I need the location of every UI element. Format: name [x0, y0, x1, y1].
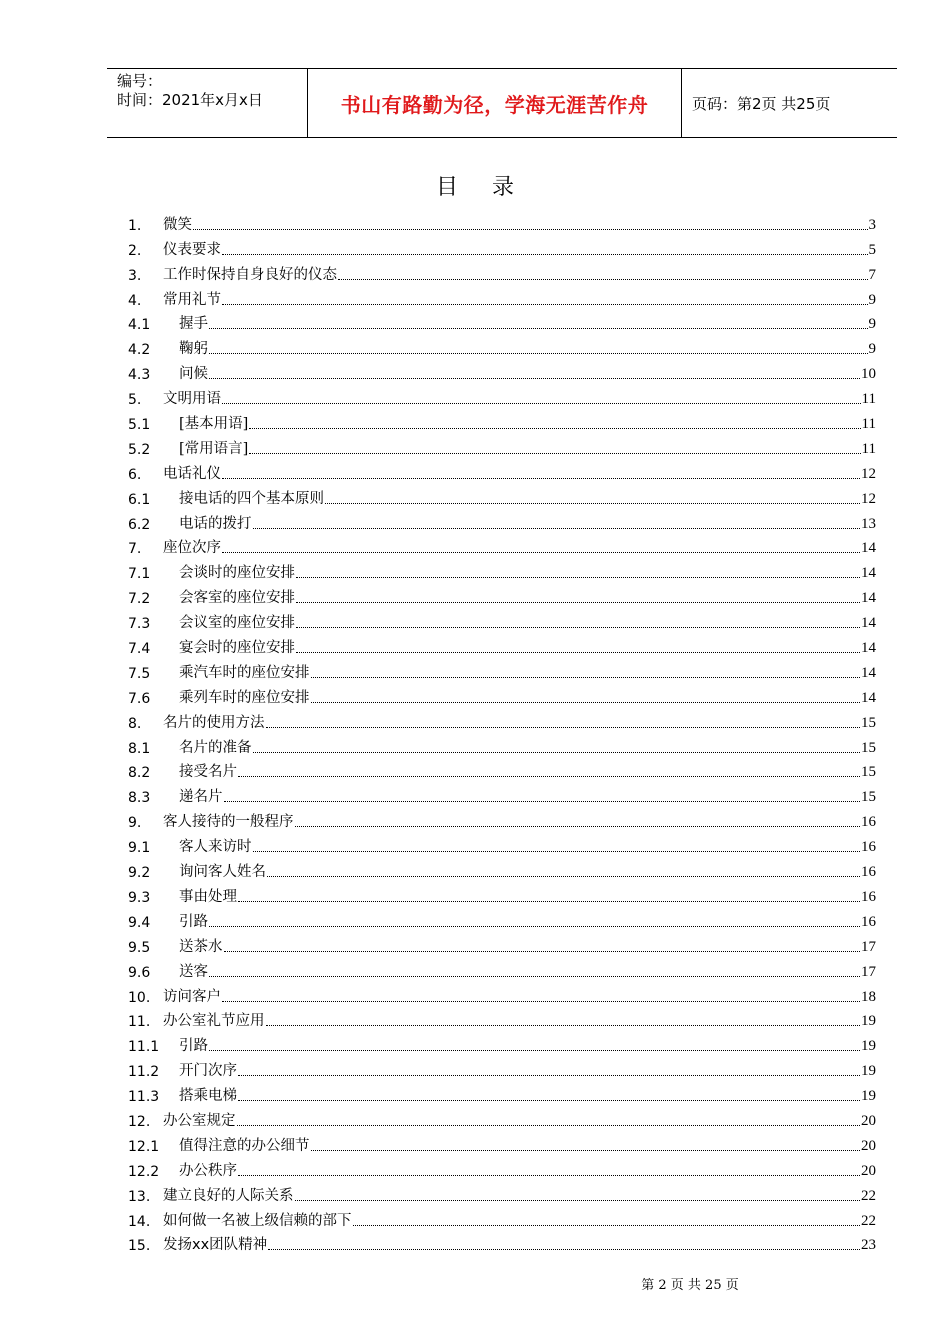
toc-entry[interactable] — [128, 981, 876, 1006]
toc-entry-title: 事由处理 — [179, 888, 237, 905]
toc-entry-page: 3 — [868, 216, 876, 233]
toc-entry-number: 6.1 — [128, 491, 151, 508]
toc-entry-number: 9.6 — [128, 964, 151, 981]
toc-entry[interactable] — [128, 682, 876, 707]
header-motto: 书山有路勤为径，学海无涯苦作舟 — [340, 92, 649, 117]
toc-leader-dots — [193, 229, 868, 230]
toc-entry-title: 座位次序 — [163, 540, 221, 557]
toc-entry-number: 14. — [128, 1213, 151, 1230]
toc-entry[interactable] — [128, 1180, 876, 1205]
toc-entry[interactable] — [128, 358, 876, 383]
toc-leader-dots — [353, 1225, 861, 1226]
toc-leader-dots — [249, 453, 860, 454]
toc-leader-dots — [266, 1025, 861, 1026]
toc-entry-title: 常用礼节 — [163, 291, 221, 308]
toc-entry-title: 办公室规定 — [163, 1112, 236, 1129]
page-header — [107, 68, 897, 138]
toc-entry-number: 11.2 — [128, 1064, 160, 1081]
toc-entry-page: 19 — [861, 1088, 876, 1105]
toc-entry-title: 鞠躬 — [179, 341, 208, 358]
date-label: 时间：2021年x月x日 — [117, 91, 263, 109]
toc-entry-page: 13 — [861, 515, 876, 532]
toc-entry-number: 7.2 — [128, 591, 151, 608]
toc-entry[interactable] — [128, 433, 876, 458]
toc-entry[interactable] — [128, 333, 876, 358]
toc-entry-title: 接受名片 — [179, 764, 237, 781]
toc-entry-title: [基本用语] — [179, 416, 249, 433]
toc-entry[interactable] — [128, 557, 876, 582]
toc-entry-title: 访问客户 — [163, 988, 221, 1005]
toc-entry[interactable] — [128, 259, 876, 284]
toc-entry-number: 12. — [128, 1113, 151, 1130]
toc-entry-title: 引路 — [179, 913, 208, 930]
toc-entry-page: 17 — [861, 963, 876, 980]
toc-entry-page: 7 — [868, 266, 876, 283]
toc-entry[interactable] — [128, 1006, 876, 1031]
toc-entry-page: 19 — [861, 1038, 876, 1055]
toc-entry-page: 22 — [861, 1187, 876, 1204]
toc-leader-dots — [296, 627, 860, 628]
toc-leader-dots — [249, 428, 860, 429]
toc-entry-page: 16 — [861, 814, 876, 831]
toc-entry-number: 11.1 — [128, 1039, 160, 1056]
toc-entry[interactable] — [128, 781, 876, 806]
toc-leader-dots — [224, 801, 861, 802]
toc-entry-number: 6. — [128, 466, 142, 483]
toc-entry-number: 7.3 — [128, 616, 151, 633]
page-footer: 第 2 页 共 25 页 — [641, 1278, 739, 1293]
toc-entry-title: 握手 — [179, 316, 208, 333]
toc-entry-title: [常用语言] — [179, 440, 249, 457]
header-page-cell — [682, 69, 897, 137]
toc-entry-page: 23 — [861, 1237, 876, 1254]
toc-entry[interactable] — [128, 632, 876, 657]
toc-entry-number: 5. — [128, 392, 142, 409]
toc-entry-page: 5 — [868, 241, 876, 258]
toc-entry[interactable] — [128, 831, 876, 856]
toc-entry-number: 9.3 — [128, 889, 151, 906]
toc-entry-number: 7.5 — [128, 665, 151, 682]
toc-entry-number: 3. — [128, 267, 142, 284]
toc-entry-title: 会议室的座位安排 — [179, 615, 295, 632]
toc-entry-page: 16 — [861, 888, 876, 905]
toc-entry[interactable] — [128, 1230, 876, 1255]
toc-entry-number: 4.3 — [128, 367, 151, 384]
toc-leader-dots — [295, 826, 861, 827]
toc-leader-dots — [222, 254, 868, 255]
toc-entry-title: 电话的拨打 — [179, 515, 252, 532]
toc-entry-page: 14 — [861, 540, 876, 557]
toc-leader-dots — [238, 1175, 860, 1176]
toc-entry-number: 4.2 — [128, 342, 151, 359]
toc-leader-dots — [238, 1100, 860, 1101]
toc-entry-number: 4.1 — [128, 317, 151, 334]
toc-entry-number: 8.2 — [128, 765, 151, 782]
toc-entry[interactable] — [128, 707, 876, 732]
toc-entry-number: 9.4 — [128, 914, 151, 931]
toc-leader-dots — [296, 577, 860, 578]
toc-entry-number: 9.1 — [128, 840, 151, 857]
toc-entry-page: 14 — [861, 590, 876, 607]
toc-entry-title: 建立良好的人际关系 — [163, 1187, 294, 1204]
toc-entry[interactable] — [128, 1055, 876, 1080]
toc-entry-page: 15 — [861, 764, 876, 781]
toc-entry-number: 13. — [128, 1188, 151, 1205]
toc-entry-page: 9 — [868, 291, 876, 308]
toc-entry-title: 名片的准备 — [179, 739, 252, 756]
toc-entry-page: 20 — [861, 1137, 876, 1154]
toc-leader-dots — [325, 503, 860, 504]
toc-entry-page: 11 — [861, 416, 876, 433]
toc-entry[interactable] — [128, 806, 876, 831]
toc-entry-page: 14 — [861, 664, 876, 681]
header-motto-cell — [307, 69, 682, 137]
toc-entry[interactable] — [128, 1080, 876, 1105]
toc-entry-page: 15 — [861, 789, 876, 806]
toc-entry[interactable] — [128, 582, 876, 607]
toc-entry[interactable] — [128, 931, 876, 956]
toc-entry-page: 12 — [861, 465, 876, 482]
toc-entry-title: 微笑 — [163, 216, 192, 233]
toc-entry-number: 7.6 — [128, 690, 151, 707]
toc-leader-dots — [311, 1150, 861, 1151]
toc-entry[interactable] — [128, 1155, 876, 1180]
toc-leader-dots — [209, 976, 860, 977]
toc-entry-page: 15 — [861, 739, 876, 756]
toc-entry-title: 发扬xx团队精神 — [163, 1237, 268, 1254]
toc-entry-page: 9 — [868, 316, 876, 333]
toc-leader-dots — [311, 677, 861, 678]
header-meta-cell — [107, 69, 307, 137]
toc-entry-number: 10. — [128, 989, 151, 1006]
toc-entry-page: 10 — [861, 366, 876, 383]
toc-entry[interactable] — [128, 1105, 876, 1130]
toc-entry-title: 办公室礼节应用 — [163, 1013, 265, 1030]
toc-entry-title: 乘汽车时的座位安排 — [179, 664, 310, 681]
toc-entry[interactable] — [128, 408, 876, 433]
toc-leader-dots — [224, 951, 861, 952]
toc-entry-title: 送茶水 — [179, 938, 223, 955]
toc-leader-dots — [209, 378, 860, 379]
toc-entry[interactable] — [128, 458, 876, 483]
toc-entry-number: 11. — [128, 1014, 151, 1031]
toc-entry[interactable] — [128, 533, 876, 558]
toc-entry-page: 14 — [861, 615, 876, 632]
toc-leader-dots — [209, 926, 860, 927]
toc-leader-dots — [268, 1249, 860, 1250]
toc-entry-title: 名片的使用方法 — [163, 714, 265, 731]
toc-entry-number: 8.1 — [128, 740, 151, 757]
toc-leader-dots — [253, 528, 861, 529]
toc-entry-page: 19 — [861, 1063, 876, 1080]
toc-leader-dots — [311, 702, 861, 703]
toc-entry-page: 22 — [861, 1212, 876, 1229]
toc-entry[interactable] — [128, 508, 876, 533]
toc-entry[interactable] — [128, 906, 876, 931]
toc-leader-dots — [296, 602, 860, 603]
toc-entry-number: 8.3 — [128, 790, 151, 807]
header-page-info: 页码：第2页 共25页 — [692, 94, 831, 113]
toc-leader-dots — [222, 552, 860, 553]
toc-entry-page: 14 — [861, 689, 876, 706]
toc-entry[interactable] — [128, 209, 876, 234]
toc-entry-page: 17 — [861, 938, 876, 955]
toc-entry[interactable] — [128, 1130, 876, 1155]
toc-entry-title: 值得注意的办公细节 — [179, 1137, 310, 1154]
toc-entry-number: 11.3 — [128, 1089, 160, 1106]
table-of-contents — [128, 209, 876, 1254]
toc-entry-title: 问候 — [179, 366, 208, 383]
toc-leader-dots — [253, 752, 861, 753]
toc-entry[interactable] — [128, 881, 876, 906]
toc-entry-number: 7.1 — [128, 566, 151, 583]
toc-title: 目录 — [435, 175, 548, 200]
toc-entry-title: 会客室的座位安排 — [179, 590, 295, 607]
toc-entry-title: 会谈时的座位安排 — [179, 565, 295, 582]
toc-entry-title: 客人接待的一般程序 — [163, 814, 294, 831]
toc-entry-title: 仪表要求 — [163, 241, 221, 258]
toc-entry-title: 开门次序 — [179, 1063, 237, 1080]
toc-entry[interactable] — [128, 309, 876, 334]
toc-entry[interactable] — [128, 1030, 876, 1055]
toc-entry-number: 1. — [128, 217, 142, 234]
toc-entry-page: 16 — [861, 913, 876, 930]
toc-entry[interactable] — [128, 284, 876, 309]
toc-entry[interactable] — [128, 856, 876, 881]
toc-entry[interactable] — [128, 956, 876, 981]
toc-leader-dots — [295, 1200, 861, 1201]
toc-leader-dots — [238, 1075, 860, 1076]
toc-entry[interactable] — [128, 383, 876, 408]
toc-leader-dots — [209, 353, 868, 354]
toc-entry-title: 递名片 — [179, 789, 223, 806]
toc-entry-title: 如何做一名被上级信赖的部下 — [163, 1212, 352, 1229]
toc-leader-dots — [253, 851, 861, 852]
toc-entry-page: 20 — [861, 1112, 876, 1129]
toc-entry-number: 5.1 — [128, 417, 151, 434]
toc-entry-title: 工作时保持自身良好的仪态 — [163, 266, 337, 283]
toc-entry[interactable] — [128, 757, 876, 782]
toc-entry-title: 乘列车时的座位安排 — [179, 689, 310, 706]
toc-entry-page: 20 — [861, 1162, 876, 1179]
toc-leader-dots — [238, 776, 860, 777]
toc-entry-number: 9.2 — [128, 865, 151, 882]
toc-entry-title: 接电话的四个基本原则 — [179, 490, 324, 507]
toc-entry-number: 7.4 — [128, 641, 151, 658]
toc-entry-number: 6.2 — [128, 516, 151, 533]
toc-leader-dots — [209, 1050, 860, 1051]
toc-entry[interactable] — [128, 483, 876, 508]
toc-entry[interactable] — [128, 1205, 876, 1230]
toc-leader-dots — [222, 304, 868, 305]
toc-entry[interactable] — [128, 234, 876, 259]
toc-leader-dots — [296, 652, 860, 653]
toc-entry-number: 4. — [128, 292, 142, 309]
toc-leader-dots — [209, 328, 868, 329]
toc-entry-number: 9.5 — [128, 939, 151, 956]
toc-leader-dots — [222, 478, 860, 479]
toc-leader-dots — [338, 279, 868, 280]
toc-entry-number: 5.2 — [128, 441, 151, 458]
toc-entry-page: 16 — [861, 839, 876, 856]
toc-leader-dots — [222, 403, 861, 404]
toc-entry-title: 引路 — [179, 1038, 208, 1055]
toc-entry-title: 询问客人姓名 — [179, 864, 266, 881]
toc-entry-number: 2. — [128, 242, 142, 259]
toc-entry-title: 电话礼仪 — [163, 465, 221, 482]
toc-entry-page: 11 — [861, 391, 876, 408]
toc-entry-title: 办公秩序 — [179, 1162, 237, 1179]
toc-leader-dots — [238, 901, 860, 902]
toc-leader-dots — [266, 727, 861, 728]
toc-entry-title: 客人来访时 — [179, 839, 252, 856]
toc-entry-page: 14 — [861, 565, 876, 582]
toc-entry-number: 8. — [128, 715, 142, 732]
toc-entry-page: 19 — [861, 1013, 876, 1030]
serial-label: 编号： — [117, 72, 163, 90]
toc-entry-title: 文明用语 — [163, 391, 221, 408]
toc-entry[interactable] — [128, 607, 876, 632]
toc-entry-page: 11 — [861, 440, 876, 457]
toc-entry-number: 9. — [128, 815, 142, 832]
toc-entry-number: 15. — [128, 1238, 151, 1255]
toc-entry-page: 16 — [861, 864, 876, 881]
toc-entry-title: 送客 — [179, 963, 208, 980]
toc-entry-number: 7. — [128, 541, 142, 558]
toc-entry-number: 12.2 — [128, 1163, 160, 1180]
toc-entry-page: 18 — [861, 988, 876, 1005]
toc-entry-page: 15 — [861, 714, 876, 731]
toc-entry-page: 12 — [861, 490, 876, 507]
toc-entry-number: 12.1 — [128, 1138, 160, 1155]
toc-entry-title: 宴会时的座位安排 — [179, 640, 295, 657]
toc-entry-title: 搭乘电梯 — [179, 1088, 237, 1105]
toc-leader-dots — [267, 876, 860, 877]
toc-leader-dots — [222, 1001, 860, 1002]
toc-entry-page: 9 — [868, 341, 876, 358]
toc-entry[interactable] — [128, 657, 876, 682]
toc-entry[interactable] — [128, 732, 876, 757]
toc-entry-page: 14 — [861, 640, 876, 657]
toc-leader-dots — [237, 1125, 861, 1126]
